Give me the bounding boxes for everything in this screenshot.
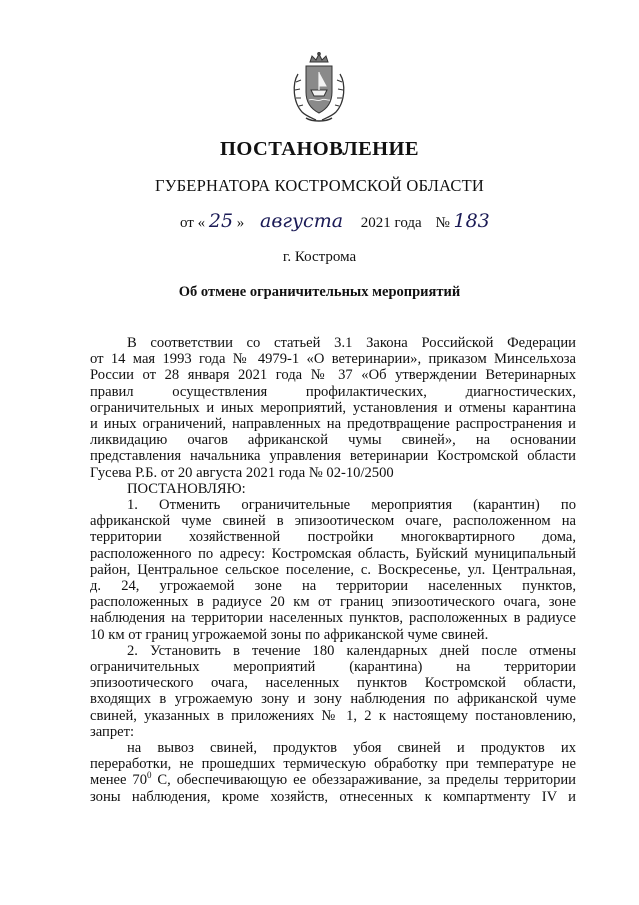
text-line: территории хозяйственной постройки многоквартирного дома, <box>90 529 576 546</box>
text-line: запрет: <box>90 723 135 740</box>
text-line: наблюдения на территории населенных пунктов, расположенных в радиусе <box>90 610 576 627</box>
document-heading: Об отмене ограничительных мероприятий <box>178 284 461 300</box>
text-line: 1. Отменить ограничительные мероприятия (карантин) по <box>127 497 576 514</box>
text-line: ограничительных мероприятий (карантина) на территории <box>90 659 576 676</box>
date-month: августа <box>260 210 344 232</box>
text-line <box>90 772 576 788</box>
text-line: от 14 мая 1993 года № 4979-1 «О ветеринарии», приказом Минсельхоза <box>90 351 576 368</box>
text-line: правил осуществления профилактических, диагностических, <box>90 383 576 400</box>
date-close-quote: » <box>236 215 245 231</box>
text-segment: менее 70 <box>90 772 147 789</box>
text-line: России от 28 января 2021 года № 37 «Об утверждении Ветеринарных <box>90 367 576 384</box>
text-line: ограничительных и иных мероприятий, установления и отмены карантина <box>90 399 576 416</box>
document-subtitle: ГУБЕРНАТОРА КОСТРОМСКОЙ ОБЛАСТИ <box>155 176 484 195</box>
kostroma-coat-of-arms-icon <box>290 52 348 126</box>
text-segment: С, обеспечивающую ее обеззараживание, за пределы территории <box>151 772 576 789</box>
text-line: свиней, указанных в приложениях № 1, 2 к настоящему постановлению, <box>90 707 576 724</box>
text-line: район, Центральное сельское поселение, с. Воскресенье, ул. Центральная, <box>90 561 576 578</box>
text-line: 2. Установить в течение 180 календарных дней после отмены <box>127 642 576 659</box>
text-line: переработки, не прошедших термическую обработку при температуре не <box>90 756 576 773</box>
text-line: эпизоотического очага, населенных пунктов Костромской области, <box>90 675 576 692</box>
text-line: В соответствии со статьей 3.1 Закона Российской Федерации <box>127 335 576 351</box>
degree-superscript: 0 <box>147 770 152 781</box>
text-line: расположенного по адресу: Костромская область, Буйский муниципальный <box>90 545 576 562</box>
text-line: 10 км от границ угрожаемой зоны по африканской чуме свиней. <box>90 626 489 643</box>
date-year: 2021 года <box>360 215 422 231</box>
document-body <box>90 335 576 805</box>
text-line: Гусева Р.Б. от 20 августа 2021 года № 02-10/2500 <box>90 464 394 481</box>
text-line: ликвидацию очагов африканской чумы свиней», на основании <box>90 432 576 449</box>
city-name: г. Кострома <box>282 249 357 265</box>
text-line: зоны наблюдения, кроме хозяйств, отнесенных к компартменту IV и <box>90 788 576 805</box>
text-line: расположенных в радиусе 20 км от границ эпизоотического очага, зоне <box>90 594 576 611</box>
text-line: представления начальника управления ветеринарии Костромской области <box>90 448 576 465</box>
document-title: ПОСТАНОВЛЕНИЕ <box>220 138 419 160</box>
number-prefix: № <box>435 215 450 231</box>
date-prefix: от « <box>180 215 206 231</box>
text-line: и иных ограничений, направленных на предотвращение распространения и <box>90 416 576 433</box>
text-line: африканской чуме свиней в эпизоотическом очаге, расположенном на <box>90 513 576 530</box>
text-line: на вывоз свиней, продуктов убоя свиней и продуктов их <box>127 740 576 757</box>
text-line: д. 24, угрожаемой зоне на территории населенных пунктов, <box>90 578 576 595</box>
date-day: 25 <box>208 210 234 232</box>
date-line <box>180 210 490 232</box>
decree-word: ПОСТАНОВЛЯЮ: <box>127 480 246 497</box>
document-number: 183 <box>453 210 490 232</box>
text-line: входящих в угрожаемую зону и зону наблюдения по африканской чуме <box>90 691 576 708</box>
